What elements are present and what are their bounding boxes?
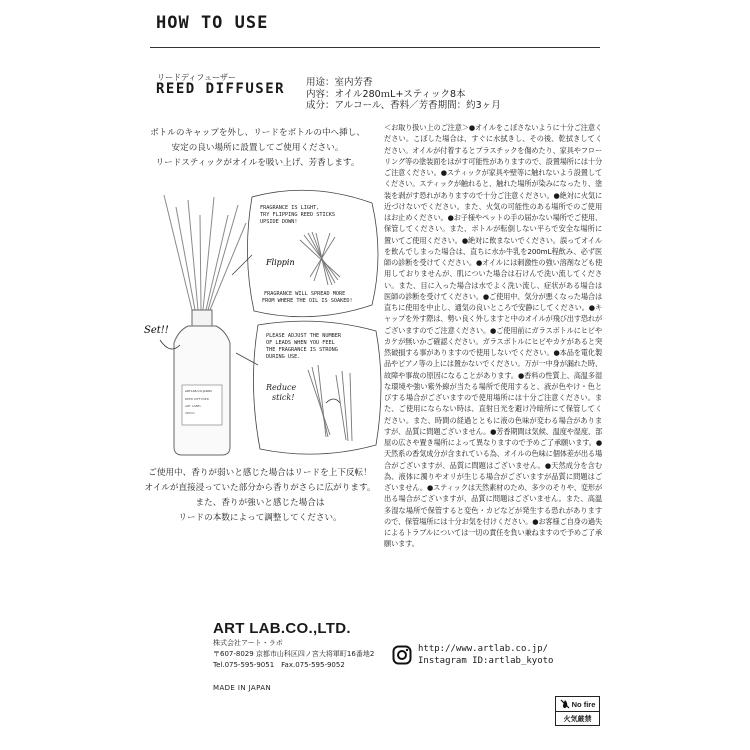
spec-use: 用途：室内芳香 [306,77,373,88]
instruction-line: リードスティックがオイルを吸い上げ、芳香します。 [155,158,360,168]
bottle-label-line: REED DIFFUSER [185,397,209,401]
company-address: 〒607-8029 京都市山科区四ノ宮大将軍町16番地2 [213,650,375,658]
spec-ingredients: 成分：アルコール、香料／芳香期間：約3ヶ月 [306,100,501,111]
diffuser-illustration [140,185,385,460]
bubble-text: FROM WHERE THE OIL IS SOAKED! [262,298,353,304]
website-link[interactable]: http://www.artlab.co.jp/ [418,644,549,654]
no-fire-label: No fire [571,699,596,709]
usage-tips [140,466,380,526]
product-specs [306,77,501,112]
instruction-line: ボトルのキャップを外し、リードをボトルの中へ挿し、 [150,128,365,138]
tip-line: ご使用中、香りが弱いと感じた場合はリードを上下反転！ [148,468,372,478]
no-fire-badge [555,696,600,726]
company-info [213,638,374,671]
tip-line: リードの本数によって調整してください。 [178,513,342,523]
flip-label: Flippin [266,258,295,267]
tip-line: オイルが直接浸っていた部分から香りがさらに広がります。 [144,483,376,493]
reduce-bubble [236,321,381,454]
bottle [174,310,230,455]
contact-links [418,643,553,667]
bubble-text: PLEASE ADJUST THE NUMBER [266,333,341,339]
spec-contents: 内容：オイル280ｍL+スティック8本 [306,88,466,100]
title-divider [150,47,600,48]
bottle-label-line: 280ml [185,411,195,415]
product-subtitle: リードディフューザー [157,73,236,82]
bubble-text: TRY FLIPPING REED STICKS [260,212,335,218]
product-name: REED DIFFUSER [156,81,286,97]
bottle-label-line: ART LABEL [185,404,202,408]
company-name: 株式会社アート・ラボ [213,639,283,647]
reduce-label: stick! [272,393,295,402]
usage-instructions [145,126,370,171]
handling-precautions: ＜お取り扱い上のご注意＞●オイルをこぼさないように十分ご注意ください。こぼした場合は、すぐに水拭きし、その後、乾拭きしてください。オイルが付着するとプラスチックを傷めたり、家具やフローリング等の塗装面をはがす可能性がありますので、設置場所には十分ご注意ください。●スティックが家具や壁等に触れないよう設置してください。スティックが触れると、触れた場所が染みになったり、塗装を剥がす恐れがありますので十分ご注意ください。●絶対に火気に近づけないでください。また、火気の可能性のある場所でのご使用はお止めください。●お子様やペットの手の届かない場所でご使用、保管してください。また、ボトルが転倒しない平らで安全な場所に置いてご使用ください。●絶対に飲まないでください。誤ってオイルを飲んでしまった場合は、直ちに水か牛乳を200mL程飲み、必ず医師の診断を受けてください。●オイルには刺激性の強い溶剤なども使用しておりませんが、肌についた場合は石けんで洗い流してください。また、目に入った場合は水でよく洗い流し、症状がある場合は医師の診断を受けてください。●ご使用中、気分が悪くなった場合は直ちに使用を中止し、通気の良いところで安静にしてください。●キャップを外す際は、勢い良く外しますと中のオイルが飛び出す恐れがございますのでご注意ください。●ご使用前にガラスボトルにヒビやカケが無いかご確認ください。ガラスボトルにヒビやカケがあると突然破損する事がありますので使用しないでください。●本品を電化製品やピアノ等の上には置かないでください。万が一中身が漏れた時、故障や事故の原因になることがあります。●香料の性質上、高温多湿な環境や強い紫外線が当たる場所で使用すると、液が色やけ・色とびする場合がございますので使用場所には十分ご注意ください。また、ご使用にならない時は、直射日光を避け冷暗所にて保管してください。また、時間の経過とともに液の色味が変わる場合がありますが、品質に問題ございません。●芳香期間は気候、温度や湿度、部屋の広さや置き場所によって異なりますので予めご了承願います。●天然系の香気成分が含まれている為、オイルの色味に個体差が出る場合がございますが、品質に問題はございません。●天然成分を含む為、液体に濁りやオリが生じる場合がございますが品質に問題はございません。●スティックは天然素材のため、多少のそりや、変形が出る場合がございますが、品質に問題はございません。また、高温多湿な場所で保管すると変色・カビなどが発生する恐れがありますので、保管場所には十分お気を付けください。●お客様ご自身の過失によるトラブルについては一切の責任を負い兼ねますので予めご了承願います。 [384,123,602,549]
bubble-text: FRAGRANCE WILL SPREAD MORE [264,291,346,297]
bubble-text: THE FRAGRANCE IS STRONG [266,347,338,353]
flip-bubble [232,190,378,317]
bubble-text: OF LEADS WHEN YOU FEEL [266,340,335,346]
bubble-text: UPSIDE DOWN! [260,219,298,225]
tip-line: また、香りが強いと感じた場合は [195,498,325,508]
brand-name: ART LAB.CO.,LTD. [213,620,351,637]
no-fire-icon [560,699,570,709]
instruction-line: 安定の良い場所に設置してご使用ください。 [171,143,344,153]
bubble-text: FRAGRANCE IS LIGHT, [260,205,320,211]
set-label: Set!! [144,325,169,336]
no-fire-jp-label: 火気厳禁 [563,715,592,723]
reduce-label: Reduce [266,383,297,392]
bottle-label-line: ARTLAB.CO.JAPAN [185,389,212,393]
made-in-label: MADE IN JAPAN [213,684,272,692]
bubble-text: DURING USE. [266,354,301,360]
company-phone: Tel.075-595-9051 Fax.075-595-9052 [213,661,345,669]
page-title: HOW TO USE [156,13,269,33]
instagram-icon [392,645,412,665]
instagram-link[interactable]: Instagram ID:artlab_kyoto [418,656,554,666]
